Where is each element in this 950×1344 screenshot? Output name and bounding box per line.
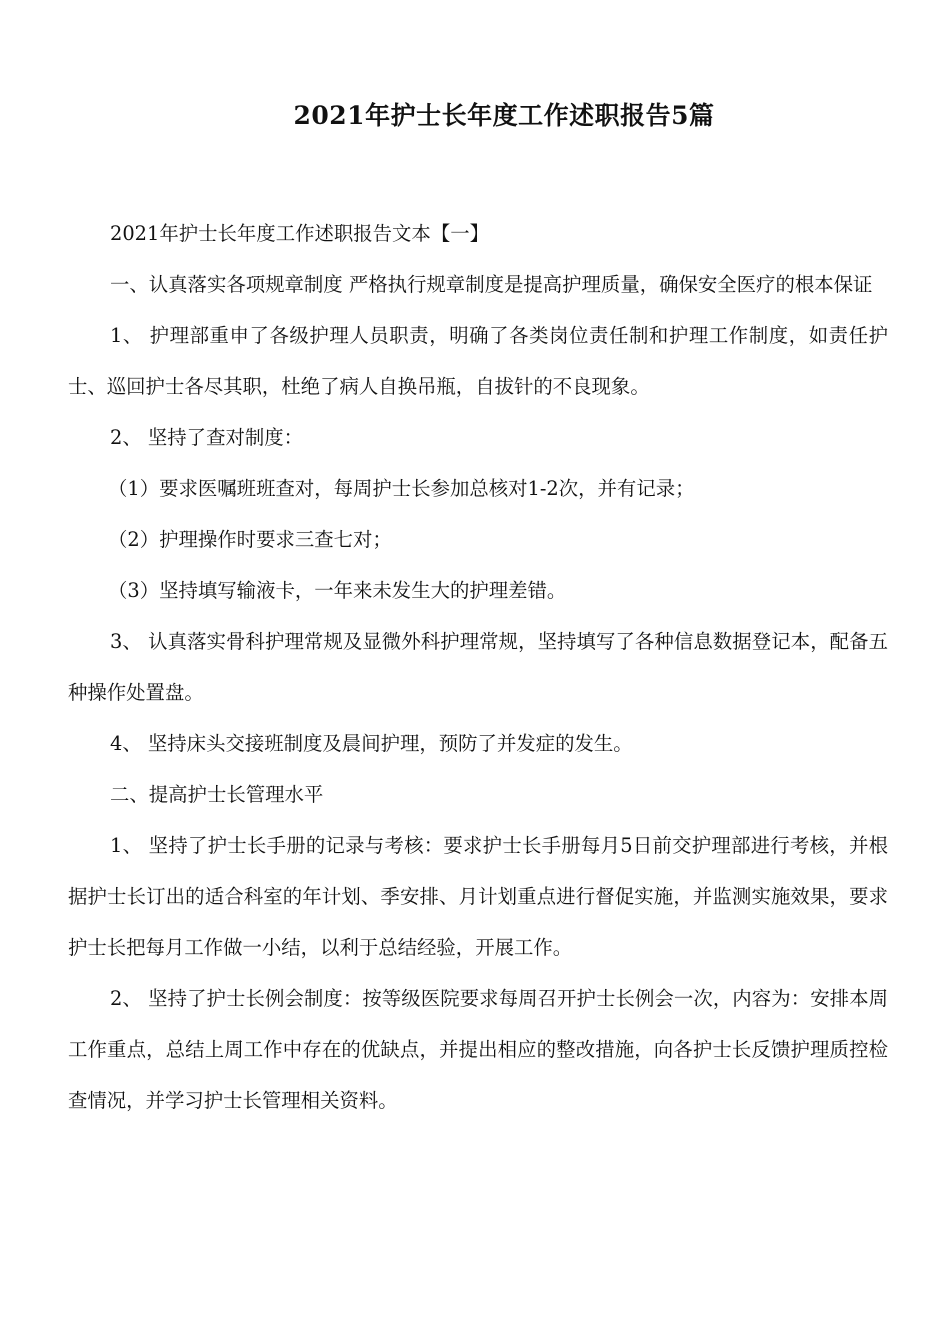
paragraph-management-heading: 二、提高护士长管理水平 [110, 783, 324, 806]
paragraph-item-1: 1、 护理部重申了各级护理人员职责，明确了各类岗位责任制和护理工作制度，如责任护士、巡回护士各尽其职，杜绝了病人自换吊瓶，自拔针的不良现象。 [68, 324, 888, 398]
section-heading-text-one: 2021年护士长年度工作述职报告文本【一】 [110, 222, 489, 245]
paragraph-subitem-3: （3）坚持填写输液卡，一年来未发生大的护理差错。 [108, 579, 567, 602]
paragraph-item-2: 2、 坚持了查对制度： [110, 426, 304, 449]
paragraph-item-4: 4、 坚持床头交接班制度及晨间护理，预防了并发症的发生。 [110, 732, 633, 755]
paragraph-rules-heading: 一、认真落实各项规章制度 严格执行规章制度是提高护理质量，确保安全医疗的根本保证 [110, 273, 873, 296]
document-title: 2021年护士长年度工作述职报告5篇 [293, 101, 715, 130]
paragraph-management-item-2: 2、 坚持了护士长例会制度：按等级医院要求每周召开护士长例会一次，内容为：安排本周工作重点，总结上周工作中存在的优缺点，并提出相应的整改措施，向各护士长反馈护理质控检查情况，并学习护士长管理相关资料。 [68, 987, 888, 1112]
paragraph-management-item-1: 1、 坚持了护士长手册的记录与考核：要求护士长手册每月5日前交护理部进行考核，并根据护士长订出的适合科室的年计划、季安排、月计划重点进行督促实施，并监测实施效果，要求护士长把每月工作做一小结，以利于总结经验，开展工作。 [68, 834, 888, 959]
paragraph-subitem-2: （2）护理操作时要求三查七对； [108, 528, 392, 551]
document-body [68, 208, 888, 1126]
paragraph-item-3: 3、 认真落实骨科护理常规及显微外科护理常规，坚持填写了各种信息数据登记本，配备五种操作处置盘。 [68, 630, 888, 704]
paragraph-subitem-1: （1）要求医嘱班班查对，每周护士长参加总核对1-2次，并有记录； [108, 477, 695, 500]
